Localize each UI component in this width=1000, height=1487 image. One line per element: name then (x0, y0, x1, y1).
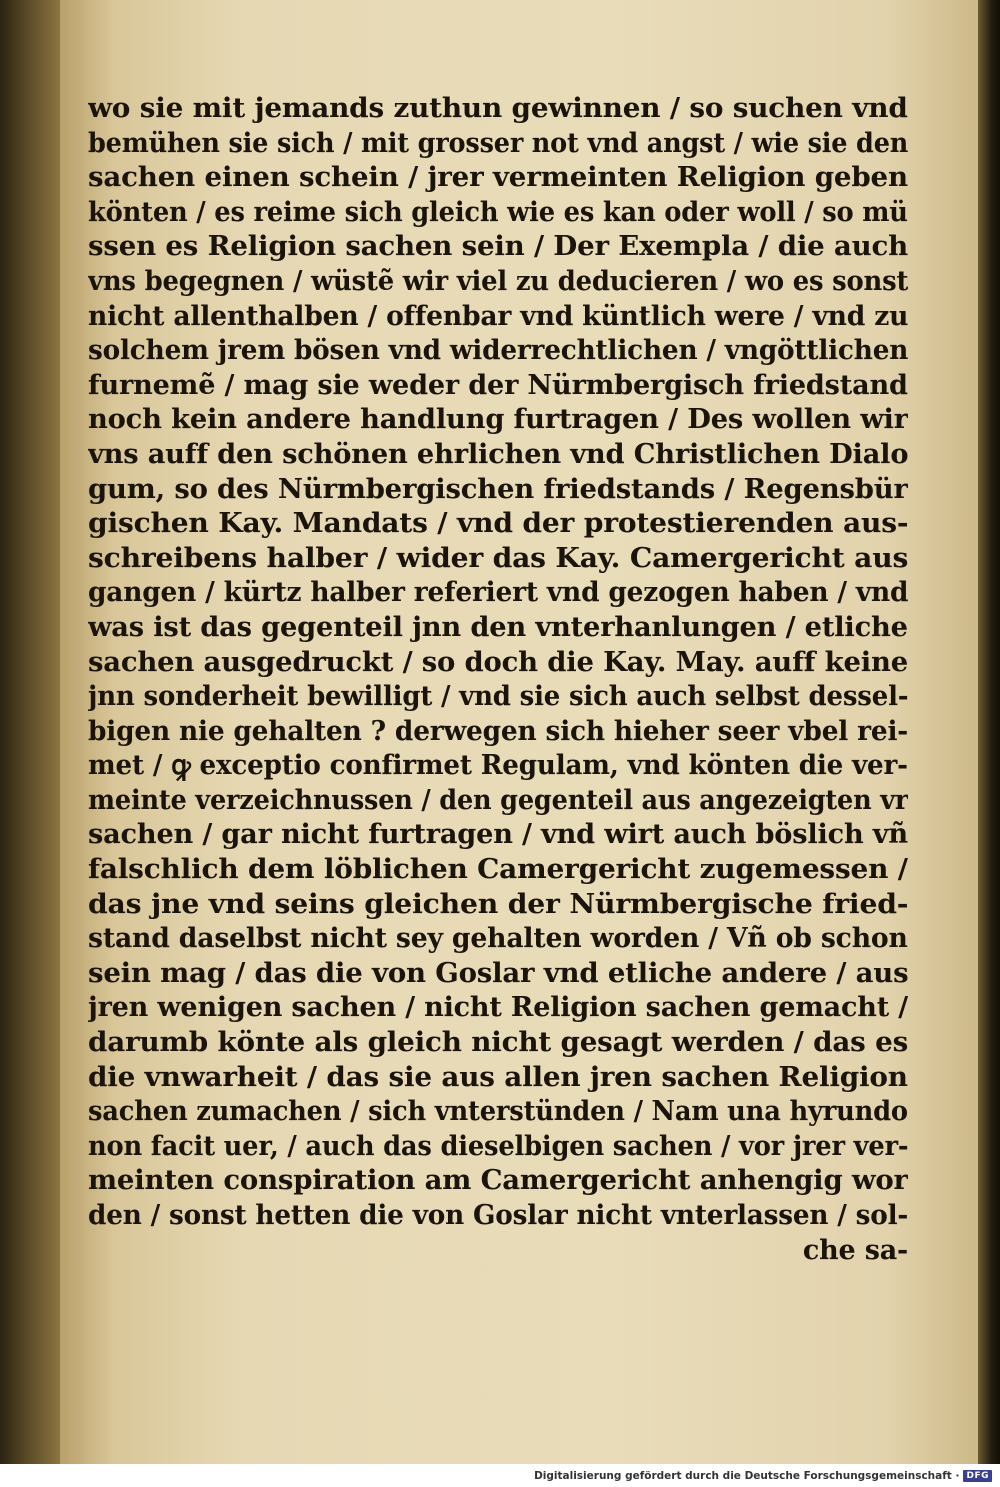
text-line: gangen / kürtz halber referiert vnd gezogen haben / vnd (88, 577, 908, 609)
text-line: die vnwarheit / das sie aus allen jren sachen Religion (88, 1061, 908, 1093)
dfg-logo: DFG (963, 1470, 992, 1482)
text-line: jren wenigen sachen / nicht Religion sachen gemacht / (88, 992, 908, 1024)
digitization-footer (0, 1464, 1000, 1487)
funding-credit: Digitalisierung gefördert durch die Deutsche Forschungsgemeinschaft · (534, 1469, 960, 1482)
text-line: gum, so des Nürmbergischen friedstands / Regensbür (88, 473, 908, 505)
text-line: meinte verzeichnussen / den gegenteil aus angezeigten vr (88, 784, 908, 816)
text-line: sein mag / das die von Goslar vnd etliche andere / aus (88, 957, 908, 989)
text-line: ssen es Religion sachen sein / Der Exempla / die auch (88, 231, 908, 263)
text-line: bemühen sie sich / mit grosser not vnd angst / wie sie den (88, 127, 908, 159)
book-gutter (0, 0, 60, 1464)
text-line: sachen einen schein / jrer vermeinten Religion geben (88, 162, 908, 194)
text-line: den / sonst hetten die von Goslar nicht vnterlassen / sol- (88, 1200, 908, 1231)
text-line: könten / es reime sich gleich wie es kan oder woll / so mü (88, 196, 908, 228)
text-line: schreibens halber / wider das Kay. Camergericht aus (88, 542, 908, 574)
text-line: nicht allenthalben / offenbar vnd küntlich were / vnd zu (88, 300, 908, 332)
text-line: das jne vnd seins gleichen der Nürmbergische fried- (88, 888, 908, 920)
page-edge-shadow (978, 0, 1000, 1464)
text-line: vns begegnen / wüstẽ wir viel zu deducieren / wo es sonst (88, 265, 908, 297)
page-text-block (88, 92, 908, 1268)
text-line: was ist das gegenteil jnn den vnterhanlungen / etliche (88, 611, 908, 643)
text-line: jnn sonderheit bewilligt / vnd sie sich auch selbst dessel- (88, 681, 908, 713)
text-line: gischen Kay. Mandats / vnd der protestierenden aus- (88, 508, 908, 540)
text-line: sachen / gar nicht furtragen / vnd wirt auch böslich vñ (88, 819, 908, 851)
text-line: stand daselbst nicht sey gehalten worden / Vñ ob schon (88, 923, 908, 955)
text-line: solchem jrem bösen vnd widerrechtlichen / vngöttlichen (88, 335, 908, 367)
text-line: darumb könte als gleich nicht gesagt werden / das es (88, 1027, 908, 1059)
catchword: che sa- (802, 1234, 908, 1266)
text-line: bigen nie gehalten ? derwegen sich hieher seer vbel rei- (88, 715, 908, 747)
text-line: met / ꝙ exceptio confirmet Regulam, vnd könten die ver- (88, 750, 908, 782)
text-line: noch kein andere handlung furtragen / Des wollen wir (88, 404, 908, 436)
text-line: furnemẽ / mag sie weder der Nürmbergisch friedstand (88, 369, 908, 401)
text-line: sachen ausgedruckt / so doch die Kay. May. auff keine (88, 646, 908, 678)
text-line: falschlich dem löblichen Camergericht zugemessen / (88, 854, 908, 886)
text-line: wo sie mit jemands zuthun gewinnen / so suchen vnd (88, 93, 908, 124)
text-line: non facit uer, / auch das dieselbigen sachen / vor jrer ver- (88, 1130, 908, 1162)
text-line: sachen zumachen / sich vnterstünden / Nam una hyrundo (88, 1096, 908, 1128)
text-line: vns auff den schönen ehrlichen vnd Christlichen Dialo (88, 438, 908, 470)
text-line: meinten conspiration am Camergericht anhengig wor (88, 1165, 908, 1197)
